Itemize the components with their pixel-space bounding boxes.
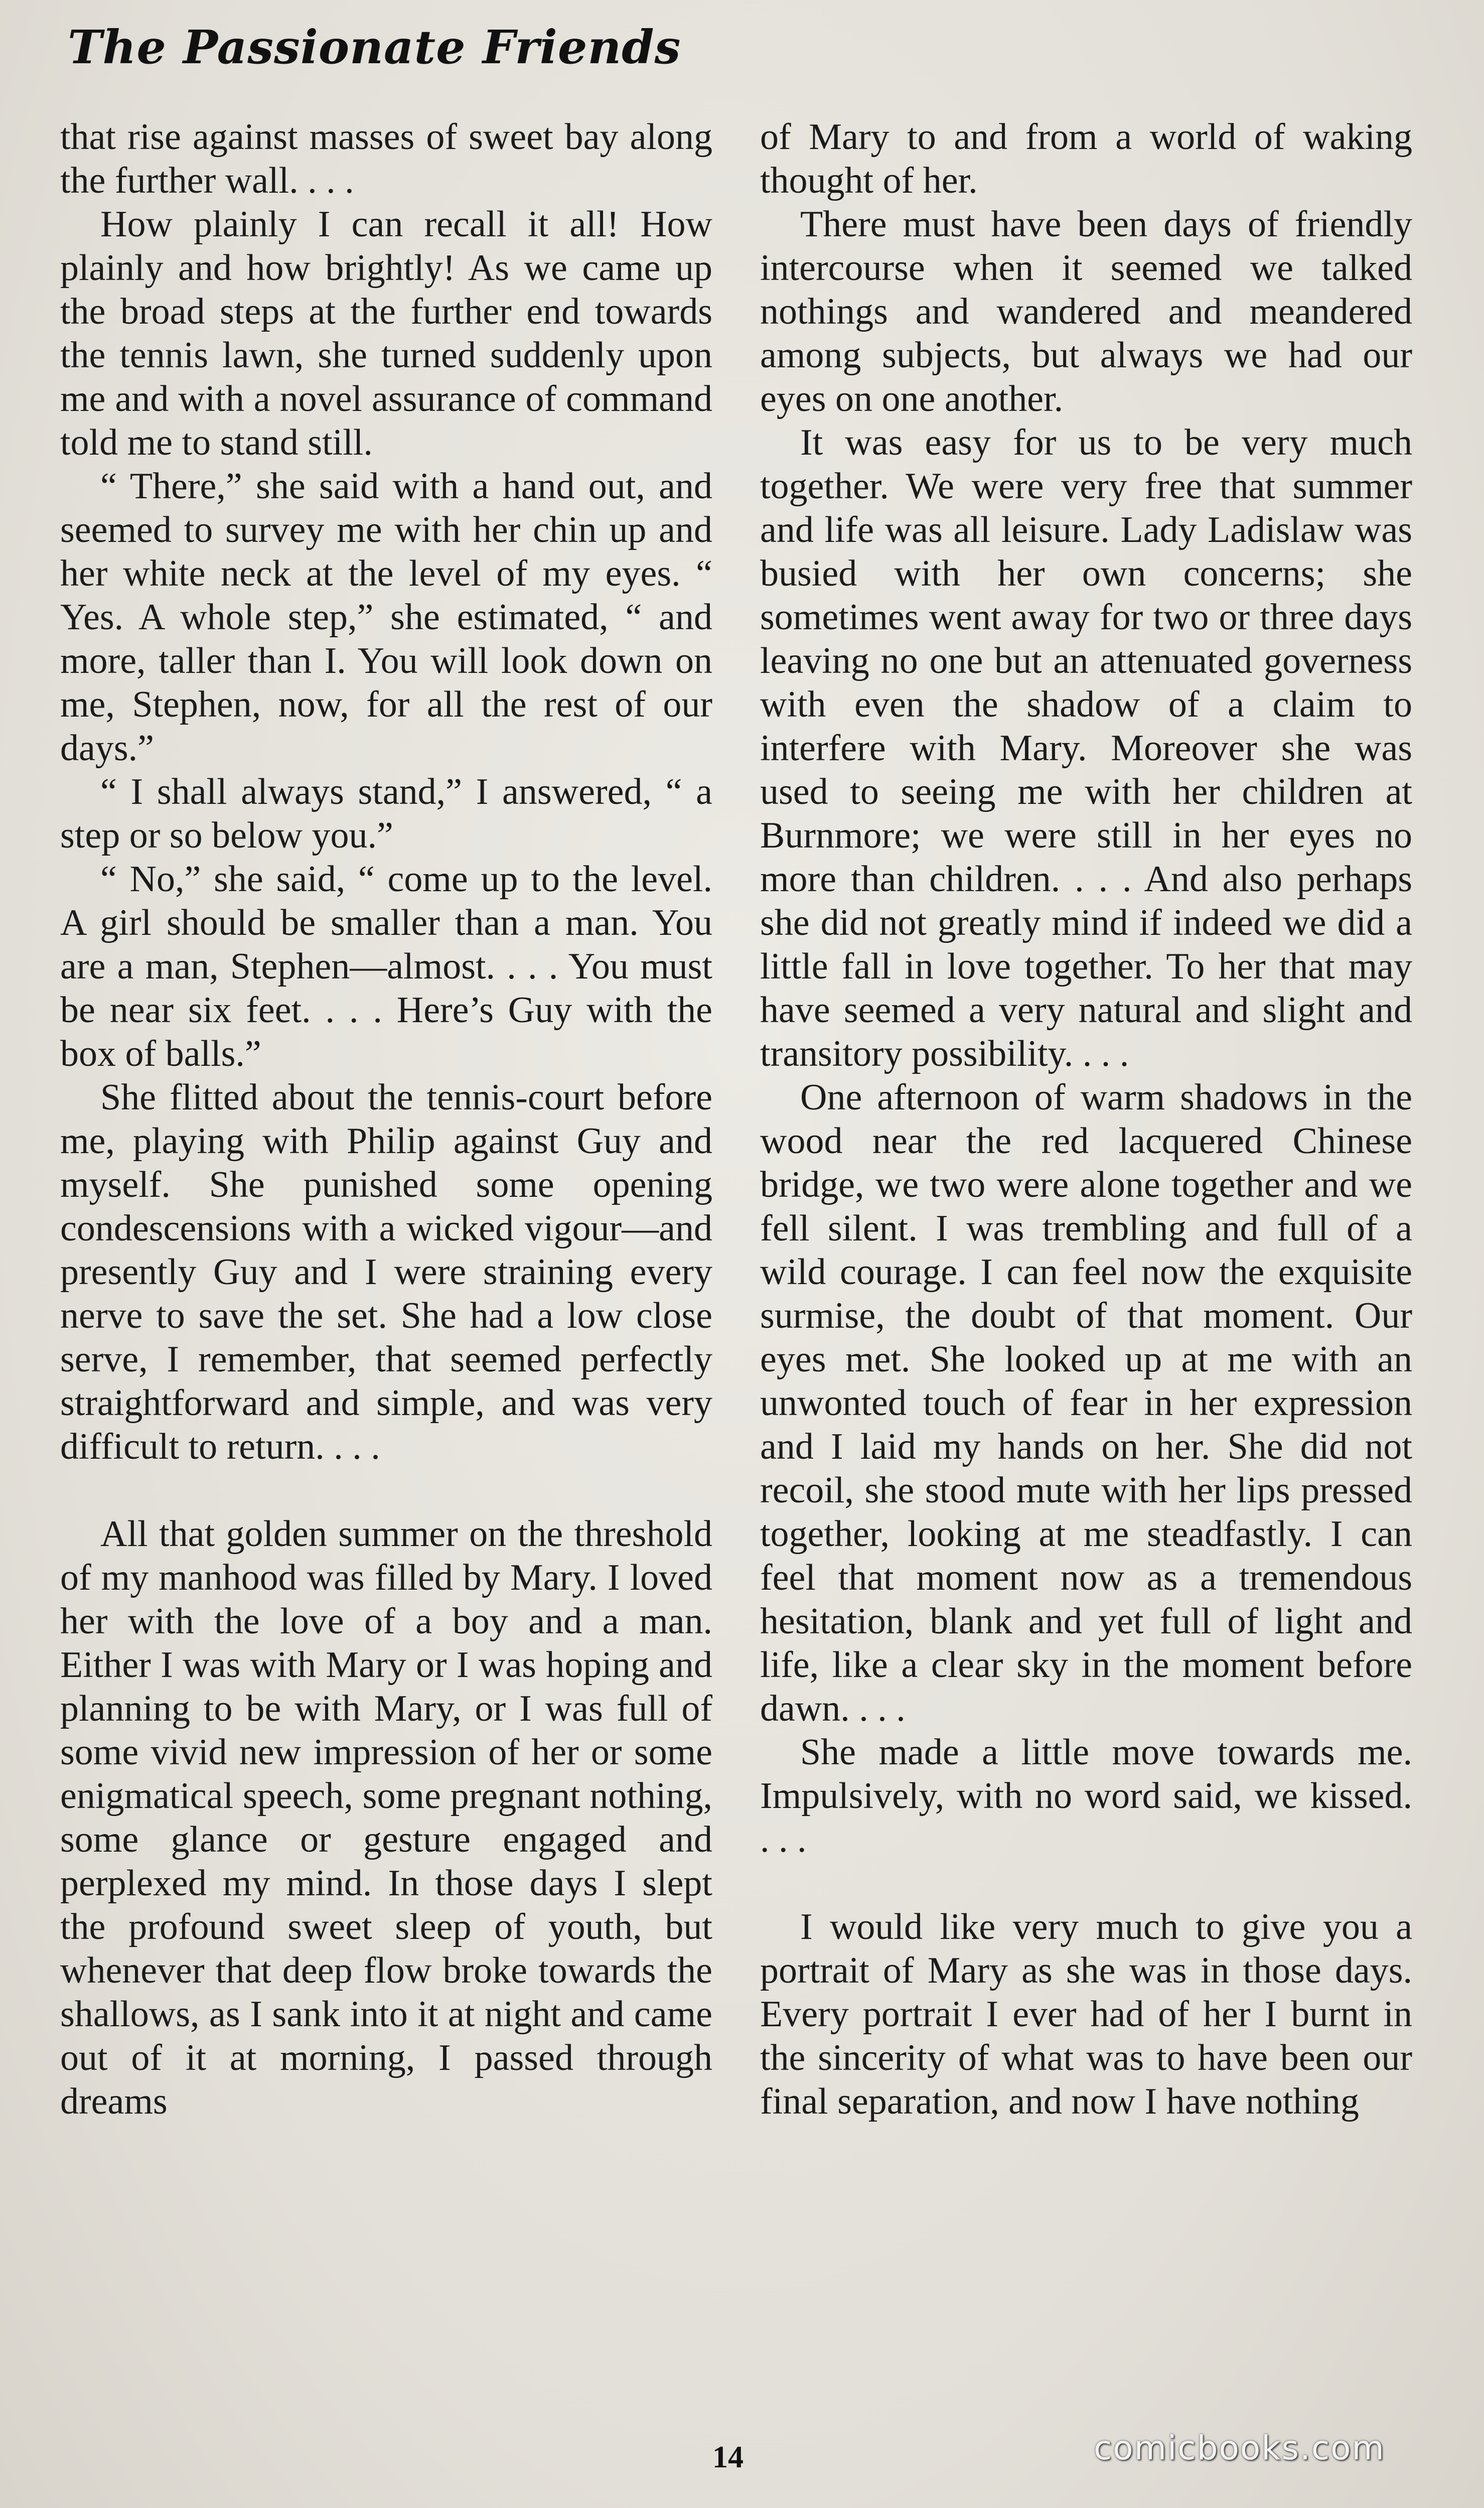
- right-column: [760, 115, 1412, 2124]
- paragraph: It was easy for us to be very much together. We were very free that summer and life was all leisure. Lady Ladislaw was busied with her own concerns; she sometimes went away for two or three days leaving no one but an attenuated governess with even the shadow of a claim to interfere with Mary. Moreover she was used to seeing me with her children at Burnmore; we were still in her eyes no more than children. . . . And also perhaps she did not greatly mind if indeed we did a little fall in love together. To her that may have seemed a very natural and slight and transitory possibility. . . .: [760, 422, 1412, 1074]
- paragraph: I would like very much to give you a portrait of Mary as she was in those days. Every portrait I ever had of her I burnt in the sincerity of what was to have been our final separation, and now I have nothing: [760, 1906, 1412, 2122]
- paragraph: of Mary to and from a world of waking thought of her.: [760, 116, 1412, 201]
- paragraph: “ There,” she said with a hand out, and seemed to survey me with her chin up and her white neck at the level of my eyes. “ Yes. A whole step,” she estimated, “ and more, taller than I. You will look down on me, Stephen, now, for all the rest of our days.”: [60, 466, 712, 769]
- paragraph: “ I shall always stand,” I answered, “ a step or so below you.”: [60, 771, 712, 856]
- paragraph: There must have been days of friendly intercourse when it seemed we talked nothings and wandered and meandered among subjects, but always we had our eyes on one another.: [760, 204, 1412, 420]
- paragraph: She flitted about the tennis-court before me, playing with Philip against Guy and myself. She punished some opening condescensions with a wicked vigour—and presently Guy and I were straining every nerve to save the set. She had a low close serve, I remember, that seemed perfectly straightforward and simple, and was very difficult to return. . . .: [60, 1077, 712, 1467]
- paragraph: All that golden summer on the threshold of my manhood was filled by Mary. I loved her with the love of a boy and a man. Either I was with Mary or I was hoping and planning to be with Mary, or I was full of some vivid new impression of her or some enigmatical speech, some pregnant nothing, some glance or gesture engaged and perplexed my mind. In those days I slept the profound sweet sleep of youth, but whenever that deep flow broke towards the shallows, as I sank into it at night and came out of it at morning, I passed through dreams: [60, 1513, 712, 2122]
- paragraph: One afternoon of warm shadows in the wood near the red lacquered Chinese bridge, we two were alone together and we fell silent. I was trembling and full of a wild courage. I can feel now the exquisite surmise, the doubt of that moment. Our eyes met. She looked up at me with an unwonted touch of fear in her expression and I laid my hands on her. She did not recoil, she stood mute with her lips pressed together, looking at me steadfastly. I can feel that moment now as a tremendous hesitation, blank and yet full of light and life, like a clear sky in the moment before dawn. . . .: [760, 1077, 1412, 1729]
- page-number: 14: [712, 2440, 744, 2474]
- paragraph: “ No,” she said, “ come up to the level. A girl should be smaller than a man. You are a man, Stephen—almost. . . . You must be near six feet. . . . Here’s Guy with the box of balls.”: [60, 859, 712, 1074]
- paragraph: that rise against masses of sweet bay along the further wall. . . .: [60, 116, 712, 201]
- left-column: [60, 115, 712, 2124]
- paragraph: She made a little move towards me. Impulsively, with no word said, we kissed. . . .: [760, 1732, 1412, 1860]
- page-title: The Passionate Friends: [68, 20, 681, 74]
- paragraph: How plainly I can recall it all! How plainly and how brightly! As we came up the broad steps at the further end towards the tennis lawn, she turned suddenly upon me and with a novel assurance of command told me to stand still.: [60, 204, 712, 463]
- site-watermark: comicbooks.com: [1094, 2429, 1385, 2467]
